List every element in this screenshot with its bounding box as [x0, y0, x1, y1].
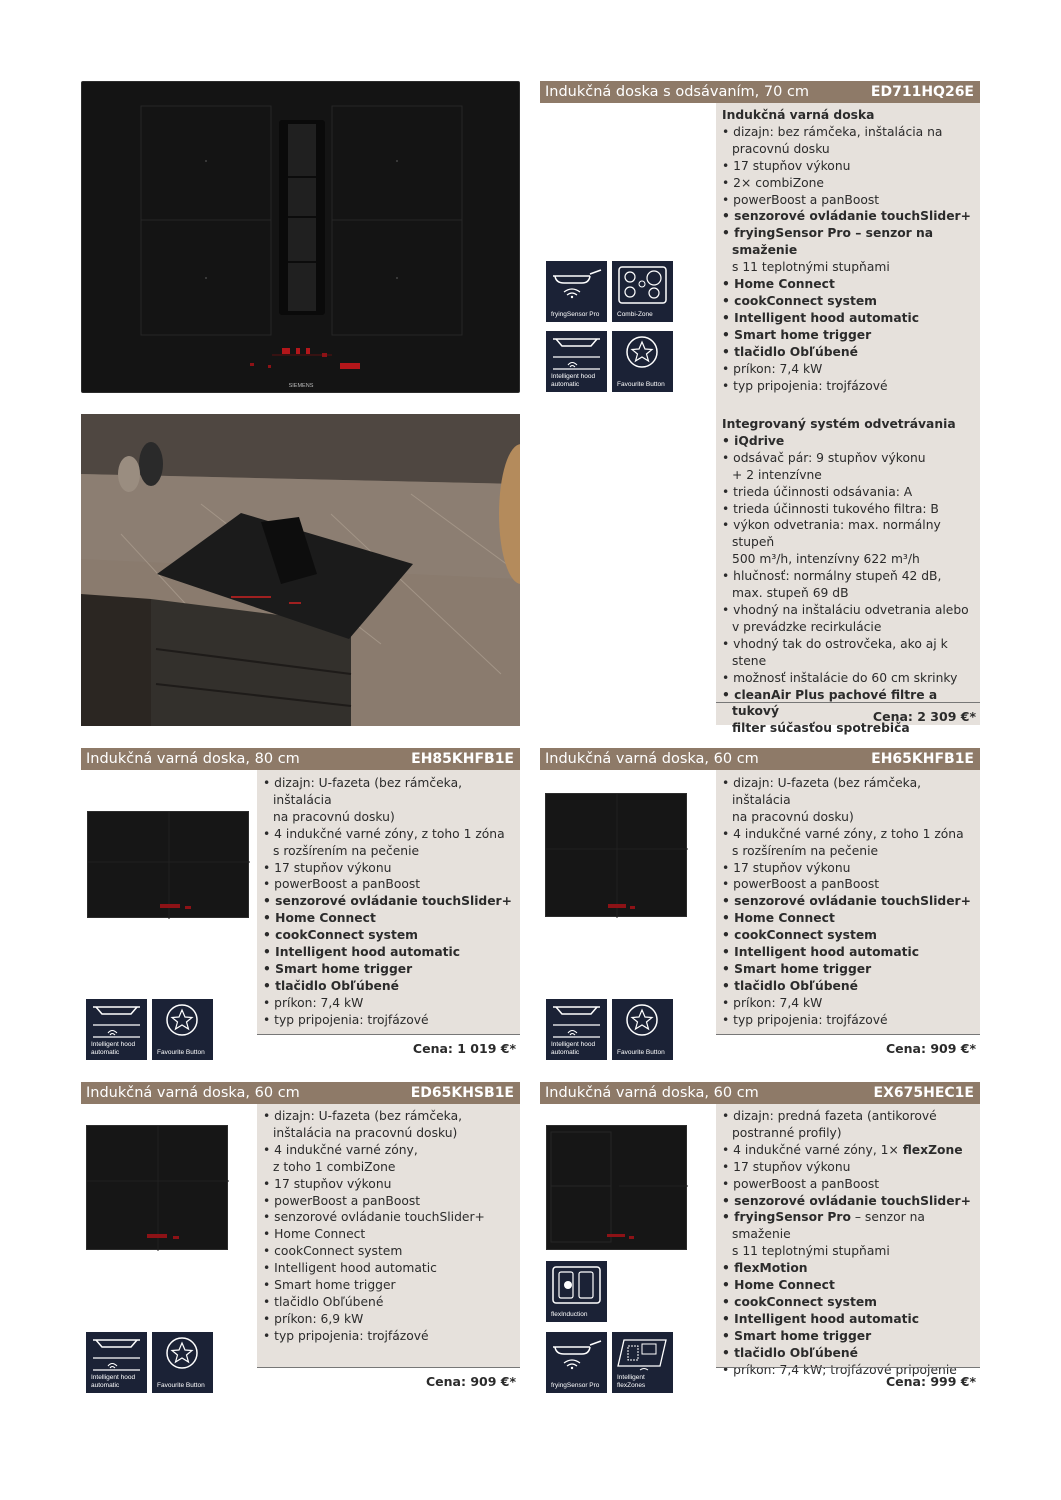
spec-item: • Home Connect [263, 911, 376, 926]
cooktop-illustration [82, 82, 521, 394]
spec-list-ventilation [722, 416, 980, 737]
spec-item: • senzorové ovládanie touchSlider+ [263, 1210, 485, 1225]
spec-item: • 4 indukčné varné zóny, z toho 1 zóna s rozšírením na pečenie [263, 826, 505, 858]
kitchen-photo [81, 414, 520, 726]
spec-item: • odsávač pár: 9 stupňov výkonu + 2 intenzívne [722, 450, 926, 482]
spec-item: • príkon: 7,4 kW [263, 995, 364, 1010]
product-header-eh85khfb1e [81, 748, 520, 770]
spec-item: • Intelligent hood automatic [263, 945, 461, 960]
spec-item: • Home Connect [722, 1278, 835, 1293]
spec-item: • tlačidlo Obľúbené [722, 1345, 858, 1360]
spec-item: • príkon: 7,4 kW [722, 995, 823, 1010]
spec-item: • Smart home trigger [722, 1328, 872, 1343]
spec-item: • trieda účinnosti odsávania: A [722, 484, 913, 499]
spec-item: • powerBoost a panBoost [263, 877, 421, 892]
spec-item: • 17 stupňov výkonu [722, 1159, 851, 1174]
hood-automatic-icon: Intelligent hood automatic [86, 1332, 147, 1393]
spec-item: • powerBoost a panBoost [722, 1176, 880, 1191]
spec-section-title: Indukčná varná doska [722, 108, 875, 122]
cooktop-illustration [546, 794, 688, 918]
product-code: EH65KHFB1E [871, 751, 974, 767]
product-image-ed711hq26e [81, 81, 520, 393]
spec-item: • Home Connect [263, 1227, 366, 1242]
product-title: Indukčná varná doska, 60 cm [545, 1085, 759, 1101]
spec-item: • 17 stupňov výkonu [263, 1176, 392, 1191]
spec-list [263, 1108, 520, 1345]
spec-item: • Home Connect [722, 911, 835, 926]
product-header-ed65khsb1e [81, 1082, 520, 1104]
favourite-star-icon: Favourite Button [612, 999, 673, 1060]
hood-automatic-icon: Intelligent hood automatic [86, 999, 147, 1060]
cooktop-illustration [88, 812, 250, 919]
favourite-star-icon: Favourite Button [152, 1332, 213, 1393]
spec-item: • výkon odvetrania: max. normálny stupeň 500 m³/h, intenzívny 622 m³/h [722, 518, 941, 567]
spec-list-hob [722, 107, 980, 394]
spec-item: • 4 indukčné varné zóny, z toho 1 zóna s rozšírením na pečenie [722, 826, 964, 858]
spec-item: • tlačidlo Obľúbené [722, 978, 858, 993]
spec-item: • fryingSensor Pro – senzor na smaženie s 11 teplotnými stupňami [722, 1210, 925, 1259]
frying-sensor-icon: fryingSensor Pro [546, 1332, 607, 1393]
price: Cena: 909 €* [716, 1034, 980, 1056]
spec-item: • dizajn: U-fazeta (bez rámčeka, inštalácia na pracovnú dosku) [263, 1109, 463, 1140]
spec-item: • typ pripojenia: trojfázové [263, 1012, 429, 1027]
spec-item: • tlačidlo Obľúbené [263, 1294, 384, 1309]
spec-item: • 2× combiZone [722, 175, 824, 190]
brand-logo: SIEMENS [288, 383, 314, 389]
product-code: ED711HQ26E [870, 84, 974, 100]
product-title: Indukčná varná doska, 80 cm [86, 751, 300, 767]
spec-item: • 17 stupňov výkonu [263, 860, 392, 875]
spec-item: • cookConnect system [722, 293, 877, 308]
spec-item: • Intelligent hood automatic [722, 945, 920, 960]
product-header-ex675hec1e [540, 1082, 980, 1104]
spec-item: • trieda účinnosti tukového filtra: B [722, 501, 939, 516]
spec-item: • cookConnect system [722, 1294, 877, 1309]
spec-item: • typ pripojenia: trojfázové [722, 1012, 888, 1027]
product-image-ex675hec1e [546, 1125, 687, 1250]
spec-item: • dizajn: bez rámčeka, inštalácia na pracovnú dosku [722, 124, 943, 156]
spec-item: • iQdrive [722, 433, 785, 448]
price: Cena: 999 €* [716, 1367, 980, 1389]
spec-item: • cookConnect system [722, 928, 877, 943]
spec-item: • senzorové ovládanie touchSlider+ [263, 894, 512, 909]
product-header-ed711hq26e [540, 81, 980, 103]
spec-item: • powerBoost a panBoost [263, 1193, 421, 1208]
spec-item: • powerBoost a panBoost [722, 192, 880, 207]
product-code: EX675HEC1E [873, 1085, 974, 1101]
product-title: Indukčná doska s odsávaním, 70 cm [545, 84, 810, 100]
spec-item: • cookConnect system [263, 928, 418, 943]
hood-automatic-icon: Intelligent hood automatic [546, 999, 607, 1060]
product-title: Indukčná varná doska, 60 cm [86, 1085, 300, 1101]
spec-item: • fryingSensor Pro – senzor na smaženie s 11 teplotnými stupňami [722, 226, 934, 275]
spec-item: • dizajn: U-fazeta (bez rámčeka, inštalácia na pracovnú dosku) [263, 776, 463, 824]
spec-item: • tlačidlo Obľúbené [263, 978, 399, 993]
product-image-ed65khsb1e [86, 1125, 228, 1250]
spec-item: • senzorové ovládanie touchSlider+ [722, 209, 971, 224]
spec-item: • senzorové ovládanie touchSlider+ [722, 894, 971, 909]
spec-item: • flexMotion [722, 1261, 808, 1276]
spec-item: • Intelligent hood automatic [263, 1261, 437, 1276]
spec-section-title: Integrovaný systém odvetrávania [722, 417, 956, 431]
spec-item: • príkon: 6,9 kW [263, 1311, 364, 1326]
spec-item: • 4 indukčné varné zóny, 1× flexZone [722, 1142, 963, 1157]
spec-item: • 4 indukčné varné zóny, z toho 1 combiZone [263, 1142, 418, 1174]
product-code: EH85KHFB1E [411, 751, 514, 767]
flex-induction-icon: flexInduction [546, 1261, 607, 1322]
spec-item: • 17 stupňov výkonu [722, 860, 851, 875]
spec-item: • cleanAir Plus pachové filtre a tukový filter súčasťou spotrebiča [722, 687, 938, 736]
spec-item: • Intelligent hood automatic [722, 1311, 920, 1326]
price: Cena: 909 €* [257, 1367, 520, 1389]
product-image-eh65khfb1e [545, 793, 687, 917]
spec-item: • príkon: 7,4 kW [722, 361, 823, 376]
spec-item: • Intelligent hood automatic [722, 310, 920, 325]
spec-item: • Smart home trigger [722, 961, 872, 976]
cooktop-illustration [87, 1126, 229, 1251]
spec-item: • dizajn: predná fazeta (antikorové postranné profily) [722, 1109, 937, 1140]
spec-list [722, 775, 980, 1029]
favourite-star-icon: Favourite Button [152, 999, 213, 1060]
spec-list [263, 775, 520, 1029]
spec-item: • powerBoost a panBoost [722, 877, 880, 892]
cooktop-illustration [547, 1126, 688, 1251]
frying-sensor-icon: fryingSensor Pro [546, 261, 607, 322]
spec-item: • typ pripojenia: trojfázové [263, 1328, 429, 1343]
product-code: ED65KHSB1E [410, 1085, 514, 1101]
spec-item: • 17 stupňov výkonu [722, 158, 851, 173]
spec-item: • vhodný tak do ostrovčeka, ako aj k stene [722, 636, 948, 668]
spec-item: • senzorové ovládanie touchSlider+ [722, 1193, 971, 1208]
product-title: Indukčná varná doska, 60 cm [545, 751, 759, 767]
price: Cena: 1 019 €* [257, 1034, 520, 1056]
price: Cena: 2 309 €* [716, 702, 980, 724]
spec-item: • Smart home trigger [722, 327, 872, 342]
spec-item: • typ pripojenia: trojfázové [722, 378, 888, 393]
spec-item: • Smart home trigger [263, 1278, 396, 1293]
spec-item: • dizajn: U-fazeta (bez rámčeka, inštalácia na pracovnú dosku) [722, 776, 922, 824]
spec-item: • vhodný na inštaláciu odvetrania alebo v prevádzke recirkulácie [722, 602, 969, 634]
kitchen-illustration [81, 414, 520, 726]
spec-item: • tlačidlo Obľúbené [722, 344, 858, 359]
spec-item: • Smart home trigger [263, 961, 413, 976]
favourite-star-icon: Favourite Button [612, 331, 673, 392]
hood-automatic-icon: Intelligent hood automatic [546, 331, 607, 392]
intelligent-flexzones-icon: Intelligent flexZones [612, 1332, 673, 1393]
spec-item: • hlučnosť: normálny stupeň 42 dB, max. stupeň 69 dB [722, 569, 942, 601]
combi-zone-icon: Combi-Zone [612, 261, 673, 322]
spec-list [722, 1108, 980, 1379]
product-header-eh65khfb1e [540, 748, 980, 770]
spec-item: • Home Connect [722, 277, 835, 292]
spec-item: • príkon: 7,4 kW; trojfázové pripojenie [722, 1362, 957, 1377]
spec-item: • možnosť inštalácie do 60 cm skrinky [722, 670, 958, 685]
spec-item: • cookConnect system [263, 1244, 403, 1259]
product-image-eh85khfb1e [87, 811, 249, 918]
